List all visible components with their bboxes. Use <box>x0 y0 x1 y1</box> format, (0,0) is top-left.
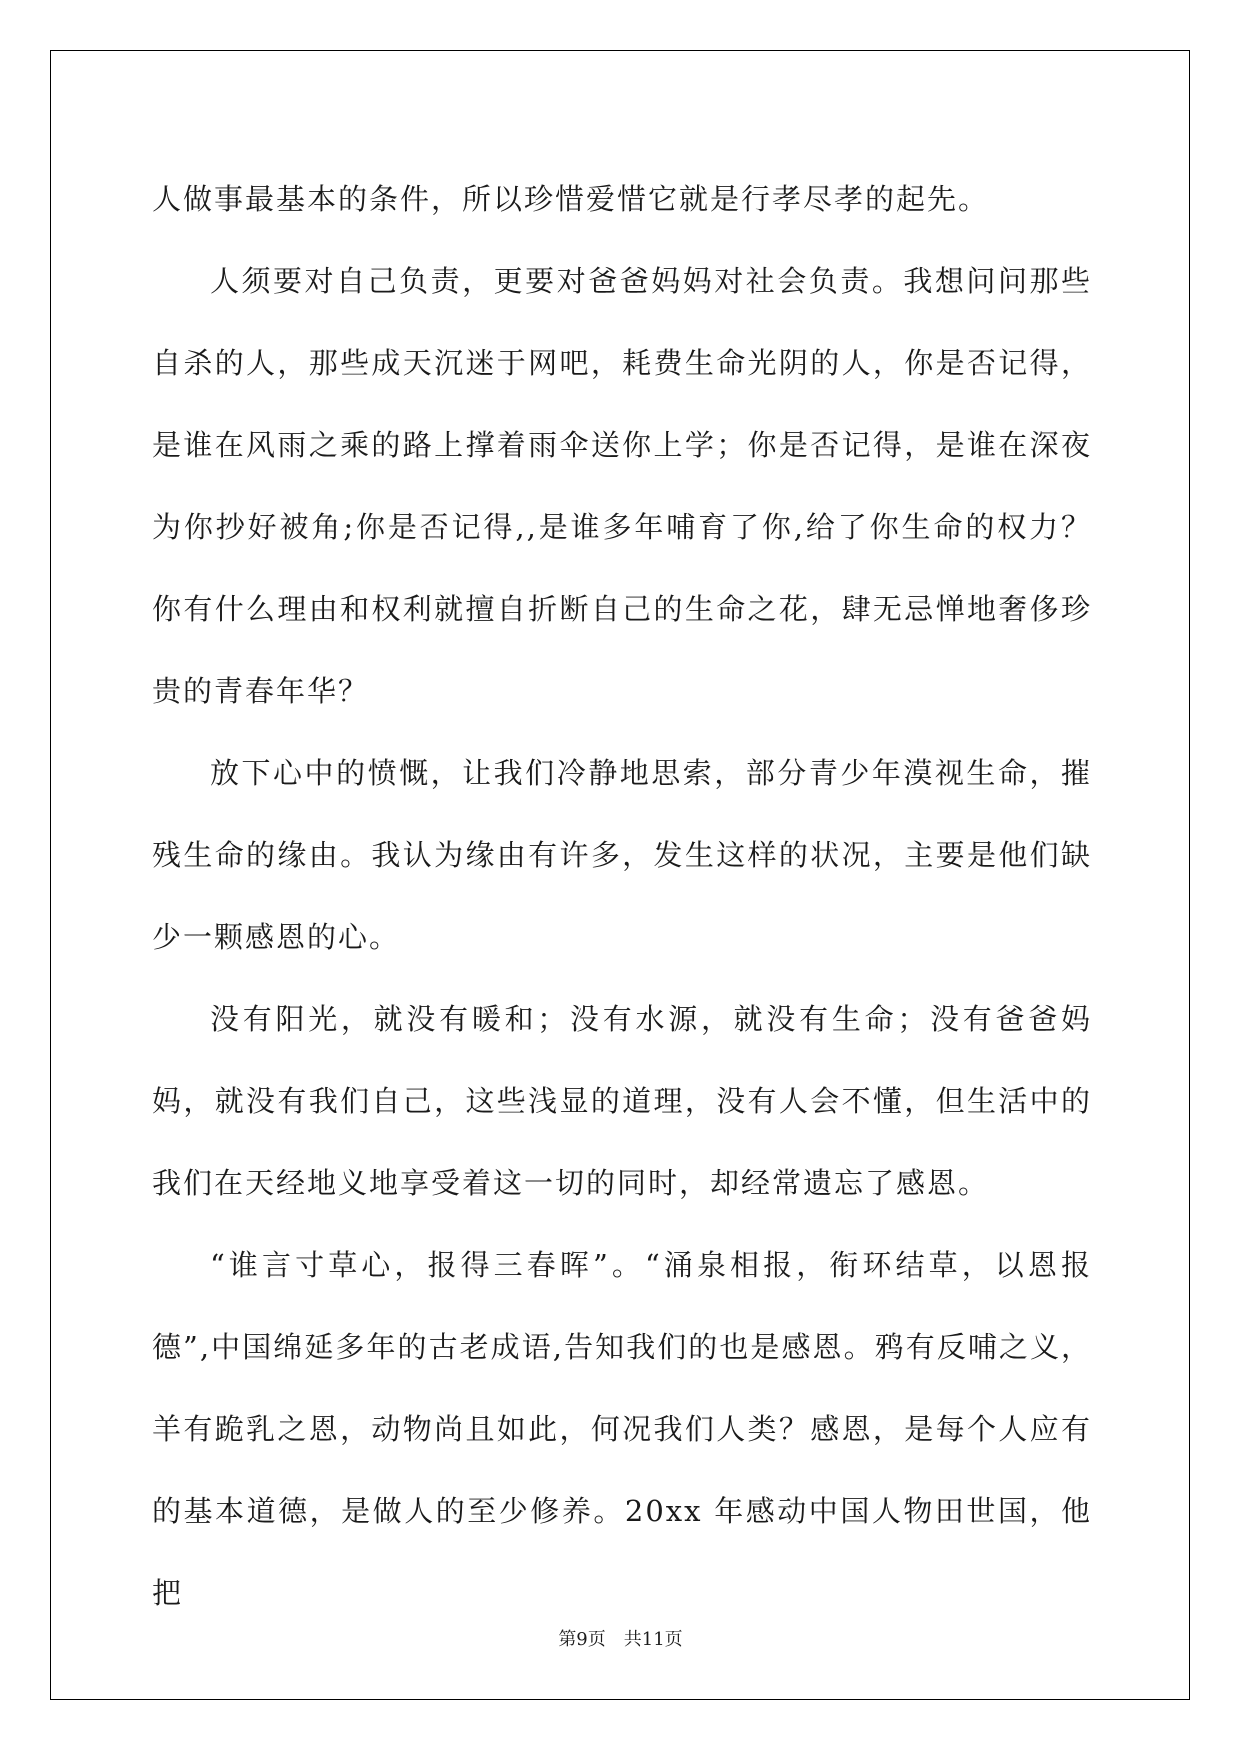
paragraph-2: 人须要对自己负责，更要对爸爸妈妈对社会负责。我想问问那些自杀的人，那些成天沉迷于网吧，耗费生命光阴的人，你是否记得，是谁在风雨之乘的路上撑着雨伞送你上学；你是否记得，是谁在深夜为你抄好被角;你是否记得,,是谁多年哺育了你,给了你生命的权力？你有什么理由和权利就擅自折断自己的生命之花，肆无忌惮地奢侈珍贵的青春年华？ <box>152 264 1092 708</box>
paragraph-5: “谁言寸草心，报得三春晖”。“涌泉相报，衔环结草，以恩报德”,中国绵延多年的古老成语,告知我们的也是感恩。鸦有反哺之义，羊有跪乳之恩，动物尚且如此，何况我们人类？感恩，是每个人应有的基本道德，是做人的至少修养。20xx 年感动中国人物田世国，他把 <box>152 1248 1092 1610</box>
page-footer <box>0 1625 1241 1651</box>
paragraph-3: 放下心中的愤慨，让我们冷静地思索，部分青少年漠视生命，摧残生命的缘由。我认为缘由有许多，发生这样的状况，主要是他们缺少一颗感恩的心。 <box>152 756 1092 954</box>
page-number: 第9页 <box>558 1629 606 1650</box>
paragraph-1: 人做事最基本的条件，所以珍惜爱惜它就是行孝尽孝的起先。 <box>152 182 990 216</box>
paragraph-4: 没有阳光，就没有暖和；没有水源，就没有生命；没有爸爸妈妈，就没有我们自己，这些浅显的道理，没有人会不懂，但生活中的我们在天经地义地享受着这一切的同时，却经常遗忘了感恩。 <box>152 1002 1092 1200</box>
document-body <box>152 158 1092 1634</box>
page-total: 共11页 <box>623 1629 683 1650</box>
